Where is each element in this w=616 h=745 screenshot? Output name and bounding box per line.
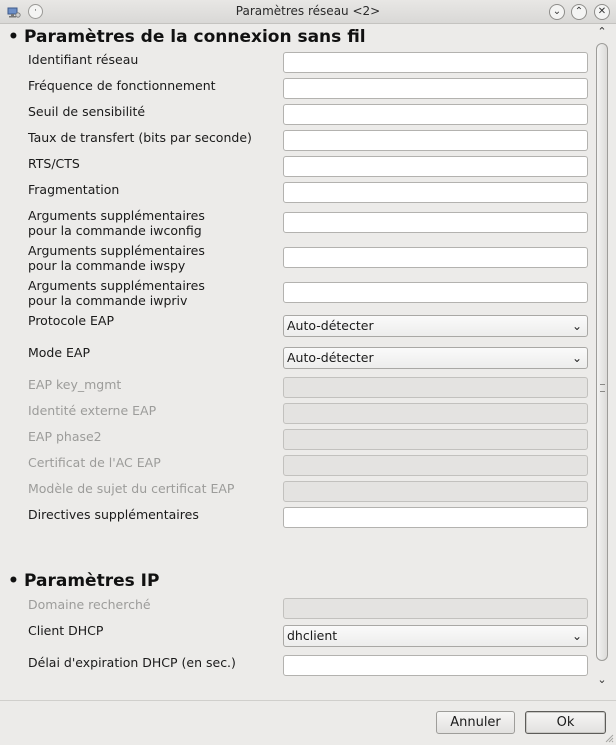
vertical-scrollbar[interactable] — [594, 25, 610, 689]
iwconfig-args-input[interactable] — [283, 212, 588, 233]
eap-subject-match-input — [283, 481, 588, 502]
eap-key-mgmt-input — [283, 377, 588, 398]
section-wireless — [8, 27, 366, 47]
resize-grip-icon[interactable] — [604, 733, 614, 743]
extra-directives-input[interactable] — [283, 507, 588, 528]
network-id-input[interactable] — [283, 52, 588, 73]
eap-mode-select[interactable] — [283, 347, 588, 369]
label-sensitivity: Seuil de sensibilité — [28, 104, 146, 119]
label-search-domain: Domaine recherché — [28, 597, 151, 612]
eap-protocol-select[interactable] — [283, 315, 588, 337]
label-eap-key-mgmt: EAP key_mgmt — [28, 377, 122, 392]
scroll-grip-icon — [600, 384, 605, 392]
cancel-button[interactable]: Annuler — [436, 711, 515, 734]
label-dhcp-timeout: Délai d'expiration DHCP (en sec.) — [28, 655, 236, 670]
bullet-icon: • — [8, 27, 19, 47]
rts-cts-input[interactable] — [283, 156, 588, 177]
label-iwconfig-args: Arguments supplémentaires pour la commande iwconfig — [28, 208, 205, 238]
section-ip — [8, 571, 159, 591]
window-title: Paramètres réseau <2> — [235, 4, 381, 18]
label-fragmentation: Fragmentation — [28, 182, 120, 197]
label-extra-directives: Directives supplémentaires — [28, 507, 199, 522]
close-button[interactable]: ✕ — [594, 4, 610, 20]
label-eap-subject-match: Modèle de sujet du certificat EAP — [28, 481, 235, 496]
label-eap-phase2: EAP phase2 — [28, 429, 102, 444]
dhcp-client-value: dhclient — [287, 628, 338, 643]
label-network-id: Identifiant réseau — [28, 52, 139, 67]
search-domain-input — [283, 598, 588, 619]
label-eap-protocol: Protocole EAP — [28, 313, 115, 328]
chevron-down-icon: ⌄ — [571, 319, 582, 333]
minimize-button[interactable]: ⌄ — [549, 4, 565, 20]
eap-mode-value: Auto-détecter — [287, 350, 374, 365]
scroll-up-icon[interactable]: ⌃ — [597, 25, 607, 38]
label-rts-cts: RTS/CTS — [28, 156, 80, 171]
section-title-label: Paramètres IP — [24, 571, 160, 591]
label-eap-ca-cert: Certificat de l'AC EAP — [28, 455, 161, 470]
chevron-down-icon: ⌄ — [571, 629, 582, 643]
eap-ca-cert-input — [283, 455, 588, 476]
chevron-down-icon: ⌄ — [571, 351, 582, 365]
scroll-track[interactable] — [596, 43, 608, 683]
footer-separator — [0, 700, 616, 701]
bitrate-input[interactable] — [283, 130, 588, 151]
label-dhcp-client: Client DHCP — [28, 623, 104, 638]
iwspy-args-input[interactable] — [283, 247, 588, 268]
ok-button[interactable]: Ok — [525, 711, 606, 734]
scroll-thumb[interactable] — [596, 43, 608, 661]
section-title-label: Paramètres de la connexion sans fil — [24, 27, 366, 47]
iwpriv-args-input[interactable] — [283, 282, 588, 303]
pin-button[interactable]: · — [28, 4, 43, 19]
label-bitrate: Taux de transfert (bits par seconde) — [28, 130, 252, 145]
label-eap-mode: Mode EAP — [28, 345, 91, 360]
label-eap-outer-identity: Identité externe EAP — [28, 403, 157, 418]
frequency-input[interactable] — [283, 78, 588, 99]
label-iwspy-args: Arguments supplémentaires pour la commande iwspy — [28, 243, 205, 273]
maximize-button[interactable]: ⌃ — [571, 4, 587, 20]
dhcp-client-select[interactable] — [283, 625, 588, 647]
title-bar — [0, 0, 616, 24]
label-frequency: Fréquence de fonctionnement — [28, 78, 216, 93]
label-iwpriv-args: Arguments supplémentaires pour la commande iwpriv — [28, 278, 205, 308]
bullet-icon: • — [8, 571, 19, 591]
sensitivity-input[interactable] — [283, 104, 588, 125]
scroll-down-icon[interactable]: ⌄ — [597, 673, 607, 686]
settings-content — [0, 25, 596, 689]
eap-phase2-input — [283, 429, 588, 450]
eap-outer-identity-input — [283, 403, 588, 424]
dhcp-timeout-input[interactable] — [283, 655, 588, 676]
fragmentation-input[interactable] — [283, 182, 588, 203]
eap-protocol-value: Auto-détecter — [287, 318, 374, 333]
